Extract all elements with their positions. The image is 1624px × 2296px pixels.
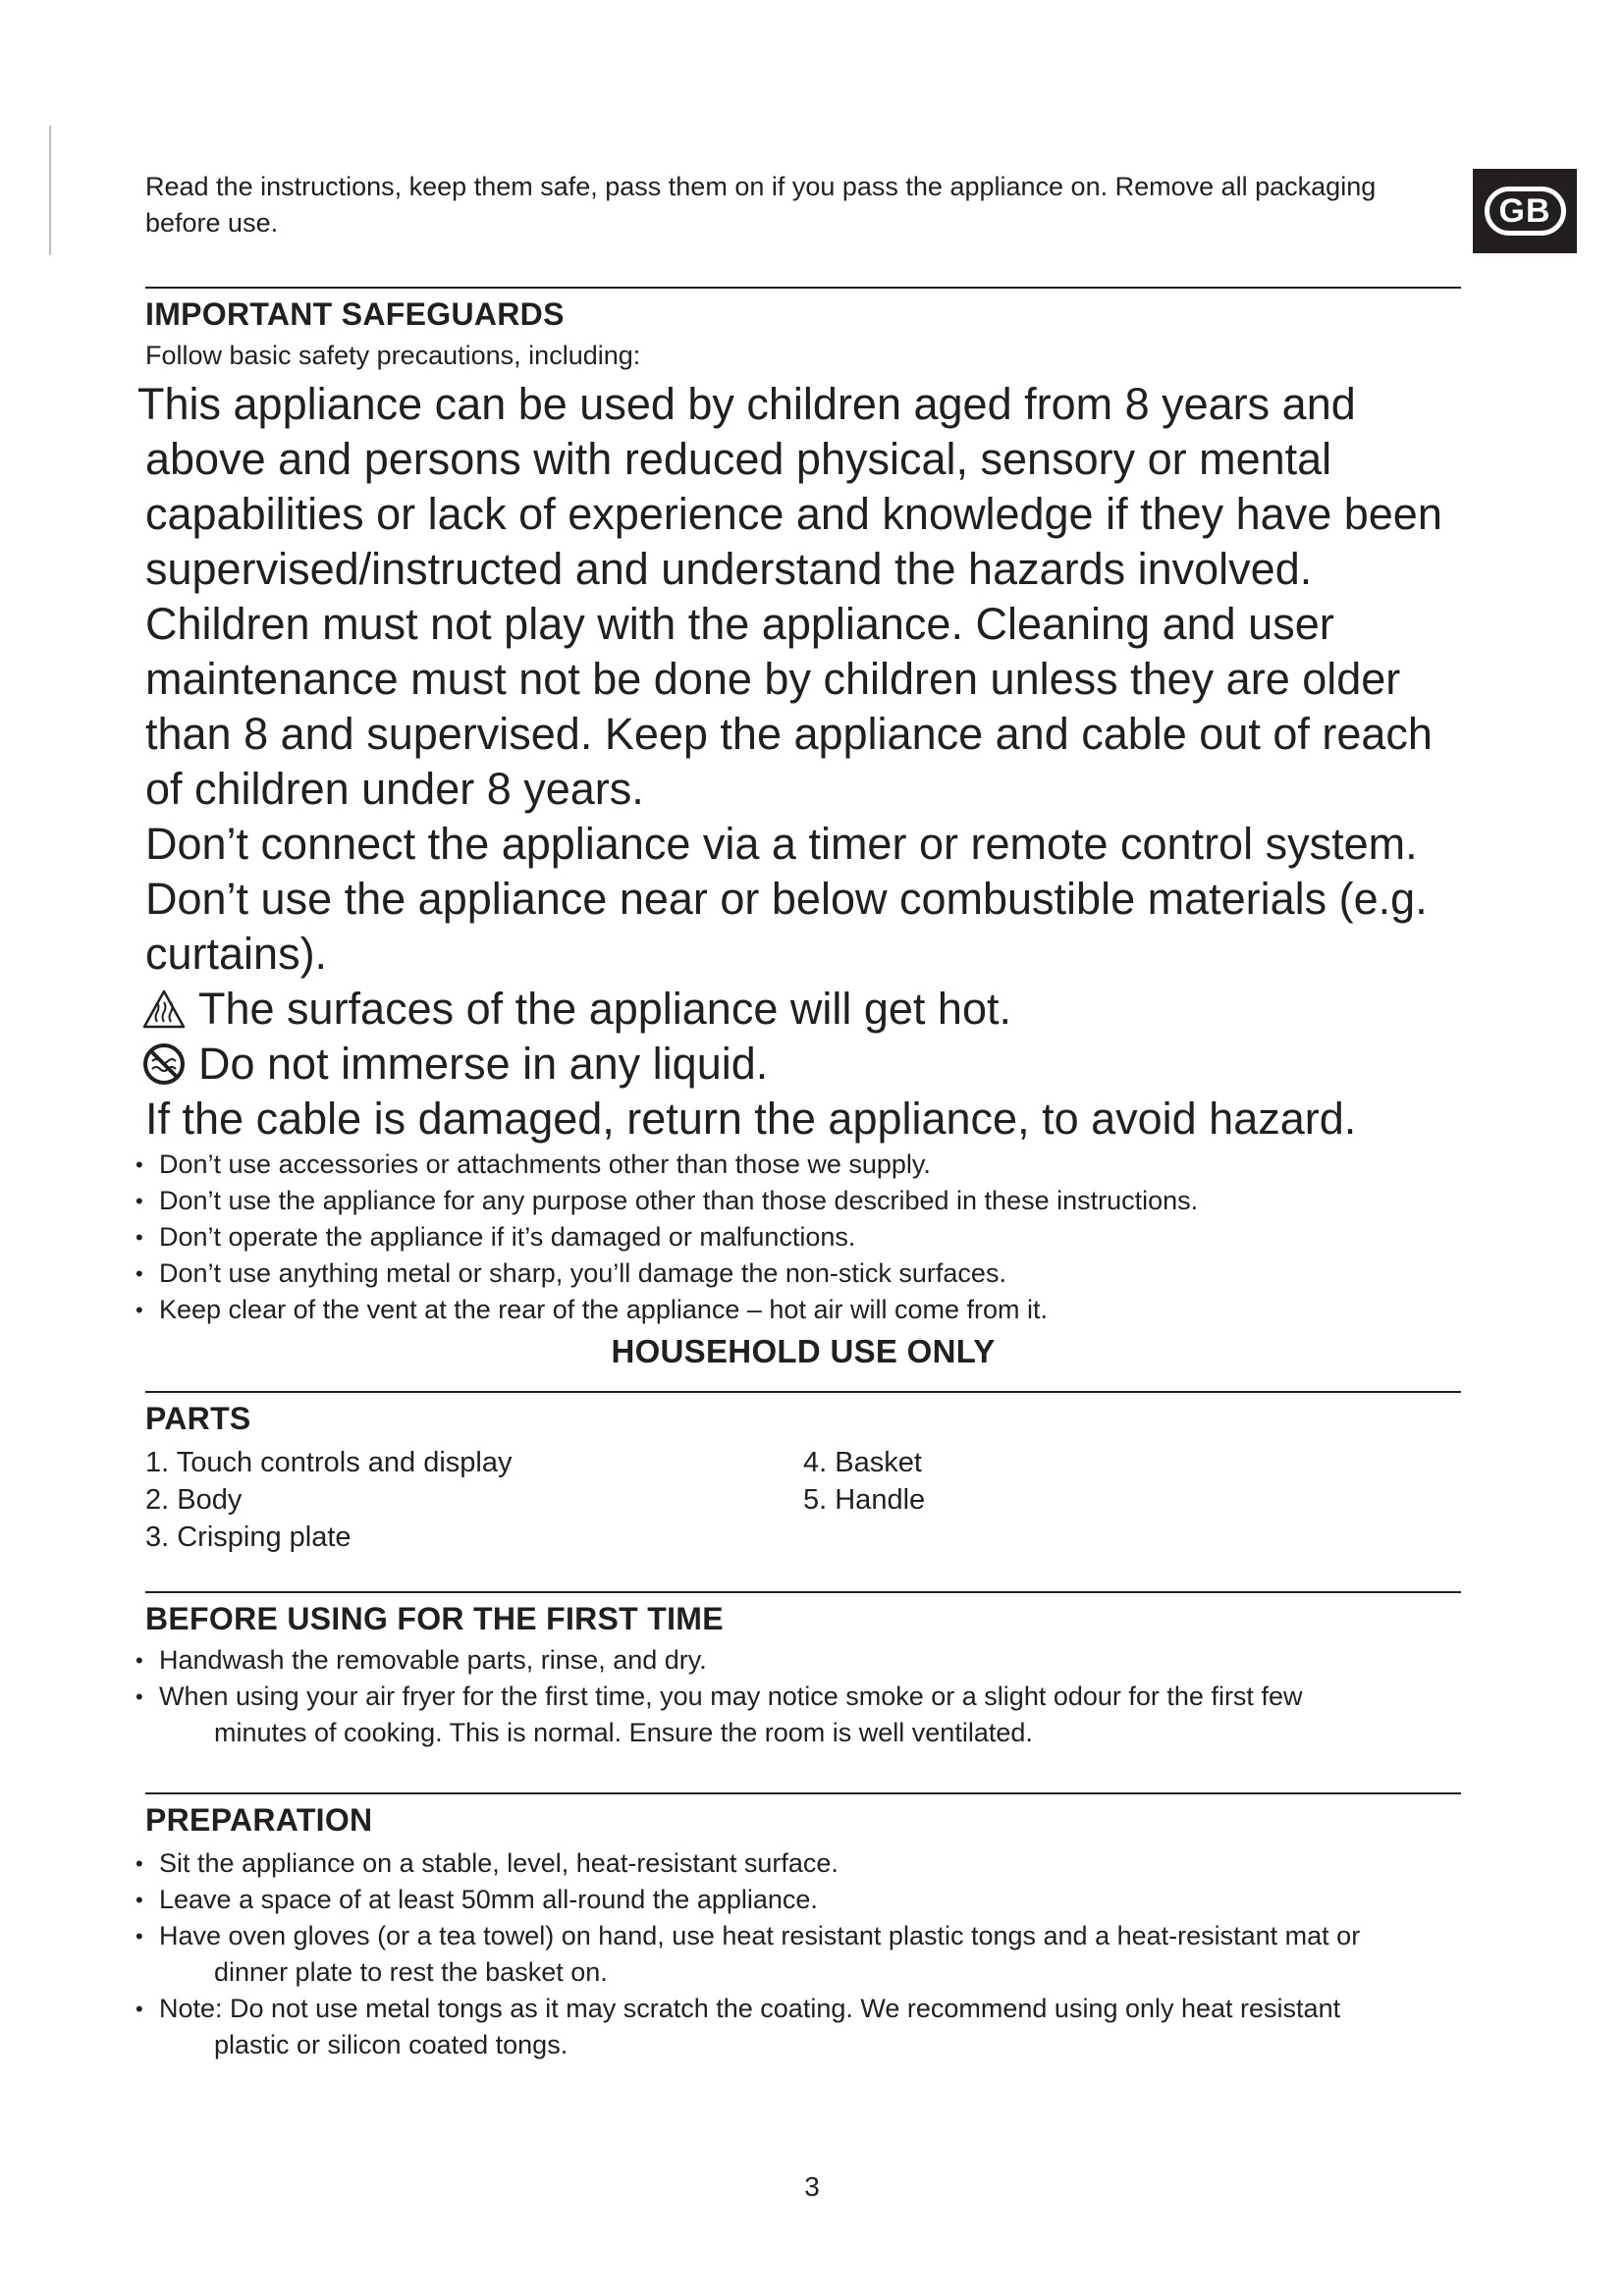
list-item: 2. Body (145, 1484, 243, 1516)
hot-surface-warning (137, 982, 1461, 1037)
safeguard-line: above and persons with reduced physical, sensory or mental (145, 434, 1332, 484)
intro-line: Read the instructions, keep them safe, pass them on if you pass the appliance on. Remove all packaging (145, 172, 1377, 201)
list-item (145, 1991, 1461, 2063)
list-item: • Don’t use the appliance for any purpose other than those described in these instructions. (145, 1183, 1461, 1219)
page-content (137, 169, 1461, 2063)
list-item: 4. Basket (803, 1447, 922, 1478)
list-item-text: When using your air fryer for the first time, you may notice smoke or a slight odour for the first few (159, 1682, 1303, 1711)
parts-heading: PARTS (145, 1401, 251, 1436)
list-item: • Handwash the removable parts, rinse, and dry. (145, 1642, 1461, 1679)
cable-warning: If the cable is damaged, return the appliance, to avoid hazard. (145, 1094, 1357, 1144)
list-item (145, 1918, 1461, 1991)
parts-list (145, 1444, 1461, 1556)
section-divider (145, 1792, 1461, 1794)
list-item-text: plastic or silicon coated tongs. (214, 2030, 568, 2059)
preparation-heading: PREPARATION (145, 1802, 373, 1838)
list-item-text: Have oven gloves (or a tea towel) on hand, use heat resistant plastic tongs and a heat-resistant mat or (159, 1921, 1361, 1950)
preparation-bullets (145, 1845, 1461, 2063)
safeguard-line: Don’t connect the appliance via a timer or remote control system. (145, 819, 1418, 869)
section-divider (145, 1391, 1461, 1393)
no-immerse-text: Do not immerse in any liquid. (198, 1039, 769, 1089)
section-divider (145, 287, 1461, 289)
intro-text (145, 169, 1422, 241)
language-badge-label: GB (1485, 187, 1566, 236)
hot-surface-icon (141, 987, 187, 1032)
safeguard-line: than 8 and supervised. Keep the appliance and cable out of reach (145, 709, 1433, 759)
safeguard-line: Children must not play with the appliance. Cleaning and user (145, 599, 1334, 649)
safeguard-bullets (145, 1147, 1461, 1328)
list-item: • Don’t operate the appliance if it’s damaged or malfunctions. (145, 1219, 1461, 1255)
list-item: 1. Touch controls and display (145, 1447, 513, 1478)
first-time-heading: BEFORE USING FOR THE FIRST TIME (145, 1601, 724, 1636)
safeguard-line: This appliance can be used by children aged from 8 years and (137, 379, 1356, 429)
list-item: • Don’t use anything metal or sharp, you’ll damage the non-stick surfaces. (145, 1255, 1461, 1292)
first-time-bullets (145, 1642, 1461, 1751)
no-immerse-warning (137, 1037, 1461, 1092)
list-item-text: minutes of cooking. This is normal. Ensure the room is well ventilated. (214, 1718, 1033, 1747)
no-immerse-icon (141, 1041, 187, 1087)
safeguard-line: maintenance must not be done by children unless they are older (145, 654, 1401, 704)
intro-line: before use. (145, 208, 279, 238)
list-item-text: Note: Do not use metal tongs as it may scratch the coating. We recommend using only heat resistant (159, 1994, 1341, 2023)
safeguard-line: curtains). (145, 929, 328, 979)
list-item: 3. Crisping plate (145, 1522, 352, 1553)
list-item-text: dinner plate to rest the basket on. (214, 1957, 608, 1987)
list-item: • Leave a space of at least 50mm all-round the appliance. (145, 1882, 1461, 1918)
list-item: • Sit the appliance on a stable, level, heat-resistant surface. (145, 1845, 1461, 1882)
list-item (145, 1679, 1461, 1751)
safeguard-line: of children under 8 years. (145, 764, 644, 814)
safeguards-subheading: Follow basic safety precautions, including: (145, 341, 641, 370)
safeguard-line: capabilities or lack of experience and knowledge if they have been (145, 489, 1442, 539)
safeguard-line: Don’t use the appliance near or below combustible materials (e.g. (145, 874, 1428, 924)
safeguards-heading: IMPORTANT SAFEGUARDS (145, 296, 565, 332)
page-number: 3 (804, 2171, 820, 2202)
list-item: 5. Handle (803, 1484, 926, 1516)
household-use-notice: HOUSEHOLD USE ONLY (611, 1333, 996, 1369)
parts-column-left (145, 1444, 803, 1556)
list-item: • Keep clear of the vent at the rear of the appliance – hot air will come from it. (145, 1292, 1461, 1328)
section-divider (145, 1591, 1461, 1593)
hot-surface-text: The surfaces of the appliance will get hot. (198, 984, 1011, 1034)
page-edge-mark (49, 126, 51, 255)
language-badge (1473, 169, 1577, 253)
parts-column-right (803, 1444, 1461, 1556)
safeguard-line: supervised/instructed and understand the hazards involved. (145, 544, 1313, 594)
safeguards-main-text (137, 377, 1461, 1147)
list-item: • Don’t use accessories or attachments other than those we supply. (145, 1147, 1461, 1183)
